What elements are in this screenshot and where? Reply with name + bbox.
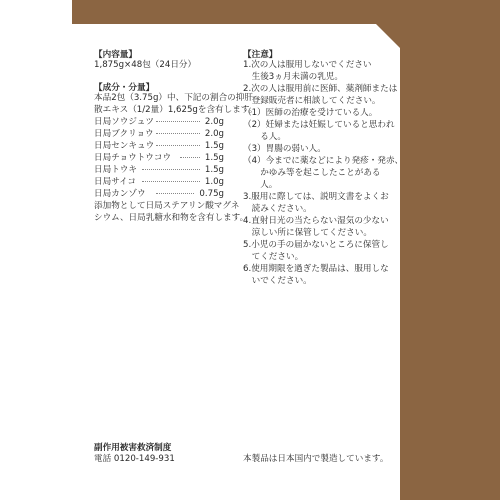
- ingredient-amount: 1.5g: [204, 153, 224, 163]
- leader-dots: [156, 193, 194, 194]
- brown-border-corner: [376, 24, 400, 48]
- caution-line: いでください。: [243, 276, 312, 286]
- ingredients-heading: 【成分・分量】: [94, 83, 155, 93]
- ingredient-amount: 2.0g: [204, 129, 224, 139]
- caution-line: てください。: [243, 252, 304, 262]
- ingredient-name: 日局ブクリョウ: [94, 129, 154, 139]
- ingredient-amount: 0.75g: [199, 189, 224, 199]
- made-in-japan-note: 本製品は日本国内で製造しています。: [243, 454, 389, 464]
- caution-line: 生後3ヵ月未満の乳児。: [243, 72, 343, 82]
- brown-border-top: [72, 0, 500, 24]
- caution-line: 5.小児の手の届かないところに保管し: [243, 240, 389, 250]
- caution-line: 読みください。: [243, 204, 312, 214]
- caution-line: 3.服用に際しては、説明文書をよくお: [243, 192, 389, 202]
- caution-line: 登録販売者に相談してください。: [243, 96, 381, 106]
- leader-dots: [156, 145, 200, 146]
- ingredient-amount: 1.0g: [204, 177, 224, 187]
- relief-system-title: 副作用被害救済制度: [94, 443, 172, 453]
- contents-value: 1,875g×48包（24日分）: [94, 60, 197, 70]
- contents-heading: 【内容量】: [94, 50, 137, 60]
- caution-line: （4）今までに薬などにより発疹・発赤、: [243, 156, 404, 166]
- ingredient-name: 日局センキュウ: [94, 141, 155, 151]
- leader-dots: [142, 169, 200, 170]
- caution-line: 人。: [243, 180, 278, 190]
- brown-border-right: [400, 24, 500, 500]
- additives-line: 添加物として日局ステアリン酸マグネ: [94, 201, 240, 211]
- ingredient-amount: 1.5g: [204, 141, 224, 151]
- leader-dots: [180, 157, 200, 158]
- ingredient-name: 日局ソウジュツ: [94, 117, 154, 127]
- caution-line: （1）医師の治療を受けている人。: [243, 108, 378, 118]
- caution-line: 2.次の人は服用前に医師、薬剤師または: [243, 84, 398, 94]
- caution-line: る人。: [243, 132, 286, 142]
- ingredient-name: 日局チョウトウコウ: [94, 153, 172, 163]
- caution-line: 4.直射日光の当たらない湿気の少ない: [243, 216, 389, 226]
- additives-line: シウム、日局乳糖水和物を含有します。: [94, 213, 249, 223]
- caution-line: 1.次の人は服用しないでください: [243, 60, 372, 70]
- caution-line: 6.使用期限を過ぎた製品は、服用しな: [243, 264, 389, 274]
- ingredient-amount: 2.0g: [204, 117, 224, 127]
- caution-line: （2）妊婦または妊娠していると思われ: [243, 120, 395, 130]
- ingredients-intro-line: 本品2包（3.75g）中、下記の割合の抑肝: [94, 93, 253, 103]
- caution-line: （3）胃腸の弱い人。: [243, 144, 326, 154]
- leader-dots: [156, 133, 200, 134]
- leader-dots: [142, 181, 200, 182]
- ingredient-name: 日局カンゾウ: [94, 189, 146, 199]
- ingredient-amount: 1.5g: [204, 165, 224, 175]
- caution-heading: 【注意】: [243, 50, 278, 60]
- ingredient-name: 日局サイコ: [94, 177, 137, 187]
- relief-phone: 電話 0120-149-931: [94, 454, 175, 464]
- leader-dots: [156, 121, 200, 122]
- caution-line: 涼しい所に保管してください。: [243, 228, 372, 238]
- ingredient-name: 日局トウキ: [94, 165, 137, 175]
- caution-line: かゆみ等を起こしたことがある: [243, 168, 381, 178]
- ingredients-intro-line: 散エキス（1/2量）1,625gを含有します。: [94, 105, 258, 115]
